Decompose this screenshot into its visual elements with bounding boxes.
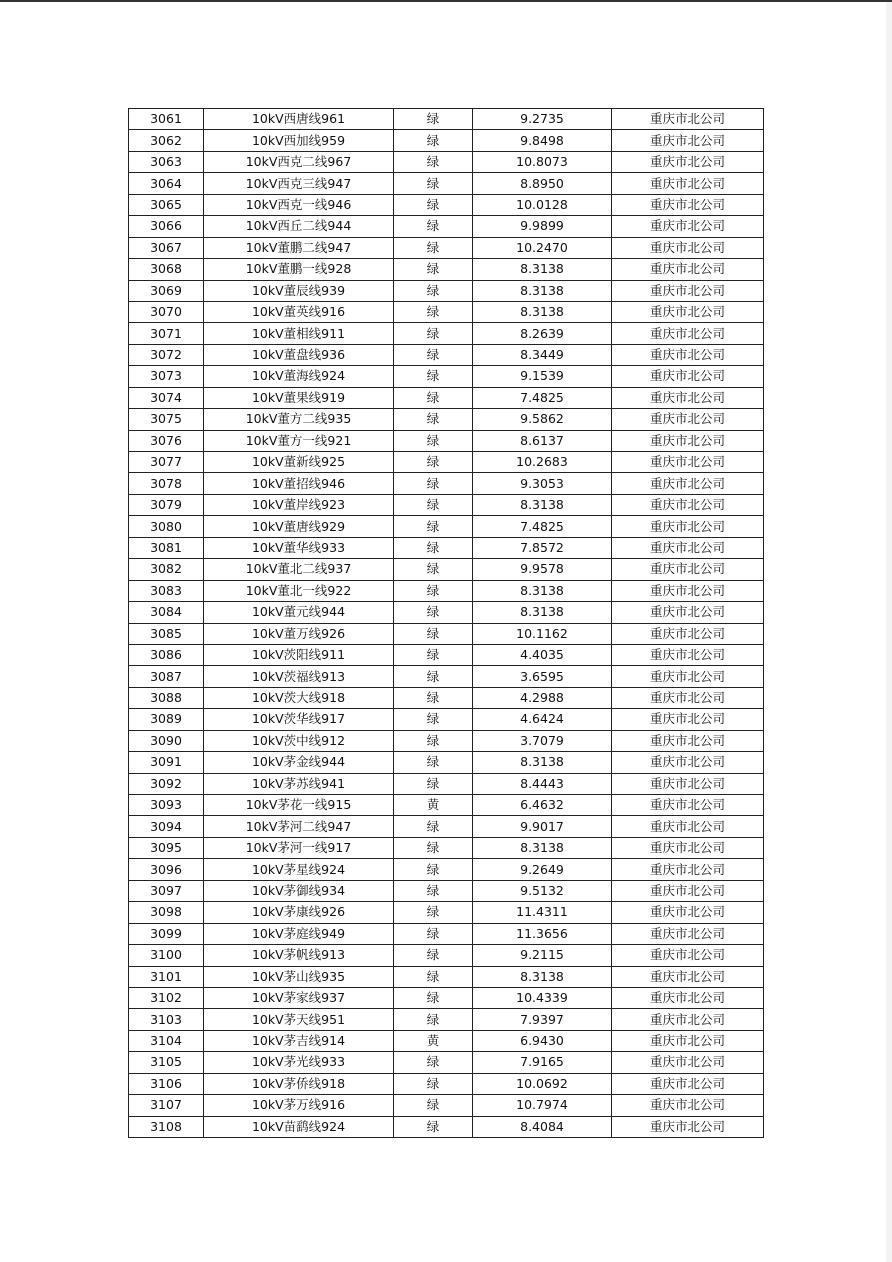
table-row xyxy=(129,923,764,944)
company-cell: 重庆市北公司 xyxy=(612,516,764,537)
line-name-cell: 10kV茨阳线911 xyxy=(204,644,394,665)
value-cell: 3.6595 xyxy=(473,666,612,687)
company-cell: 重庆市北公司 xyxy=(612,323,764,344)
line-name-cell: 10kV茅庭线949 xyxy=(204,923,394,944)
row-number-cell: 3068 xyxy=(129,259,204,280)
value-cell: 9.1539 xyxy=(473,366,612,387)
row-number-cell: 3080 xyxy=(129,516,204,537)
value-cell: 9.5132 xyxy=(473,880,612,901)
value-cell: 8.3138 xyxy=(473,966,612,987)
status-color-cell: 绿 xyxy=(394,344,473,365)
status-color-cell: 绿 xyxy=(394,966,473,987)
company-cell: 重庆市北公司 xyxy=(612,752,764,773)
value-cell: 8.4443 xyxy=(473,773,612,794)
status-color-cell: 绿 xyxy=(394,452,473,473)
value-cell: 4.6424 xyxy=(473,709,612,730)
line-name-cell: 10kV茅苏线941 xyxy=(204,773,394,794)
value-cell: 4.2988 xyxy=(473,687,612,708)
row-number-cell: 3105 xyxy=(129,1052,204,1073)
line-name-cell: 10kV董鹏二线947 xyxy=(204,237,394,258)
status-color-cell: 绿 xyxy=(394,259,473,280)
value-cell: 6.9430 xyxy=(473,1030,612,1051)
status-color-cell: 绿 xyxy=(394,859,473,880)
company-cell: 重庆市北公司 xyxy=(612,301,764,322)
row-number-cell: 3101 xyxy=(129,966,204,987)
table-row xyxy=(129,1030,764,1051)
row-number-cell: 3106 xyxy=(129,1073,204,1094)
company-cell: 重庆市北公司 xyxy=(612,494,764,515)
company-cell: 重庆市北公司 xyxy=(612,816,764,837)
line-name-cell: 10kV茅侨线918 xyxy=(204,1073,394,1094)
status-color-cell: 绿 xyxy=(394,1009,473,1030)
company-cell: 重庆市北公司 xyxy=(612,837,764,858)
company-cell: 重庆市北公司 xyxy=(612,730,764,751)
value-cell: 7.4825 xyxy=(473,516,612,537)
table-row xyxy=(129,387,764,408)
table-row xyxy=(129,366,764,387)
status-color-cell: 绿 xyxy=(394,323,473,344)
value-cell: 8.3138 xyxy=(473,580,612,601)
value-cell: 9.8498 xyxy=(473,130,612,151)
company-cell: 重庆市北公司 xyxy=(612,409,764,430)
status-color-cell: 黄 xyxy=(394,795,473,816)
value-cell: 8.3138 xyxy=(473,752,612,773)
table-row xyxy=(129,194,764,215)
row-number-cell: 3066 xyxy=(129,216,204,237)
company-cell: 重庆市北公司 xyxy=(612,452,764,473)
table-row xyxy=(129,109,764,130)
line-name-cell: 10kV董新线925 xyxy=(204,452,394,473)
line-name-cell: 10kV董万线926 xyxy=(204,623,394,644)
line-name-cell: 10kV苗鹞线924 xyxy=(204,1116,394,1137)
value-cell: 11.4311 xyxy=(473,902,612,923)
status-color-cell: 绿 xyxy=(394,837,473,858)
status-color-cell: 绿 xyxy=(394,409,473,430)
table-row xyxy=(129,1095,764,1116)
company-cell: 重庆市北公司 xyxy=(612,366,764,387)
value-cell: 9.2735 xyxy=(473,109,612,130)
row-number-cell: 3092 xyxy=(129,773,204,794)
row-number-cell: 3063 xyxy=(129,151,204,172)
line-name-cell: 10kV茨福线913 xyxy=(204,666,394,687)
line-name-cell: 10kV西唐线961 xyxy=(204,109,394,130)
table-row xyxy=(129,173,764,194)
line-name-cell: 10kV茅河一线917 xyxy=(204,837,394,858)
status-color-cell: 绿 xyxy=(394,880,473,901)
row-number-cell: 3084 xyxy=(129,602,204,623)
value-cell: 9.2115 xyxy=(473,945,612,966)
line-name-cell: 10kV董辰线939 xyxy=(204,280,394,301)
line-name-cell: 10kV董招线946 xyxy=(204,473,394,494)
status-color-cell: 绿 xyxy=(394,730,473,751)
line-name-cell: 10kV茅天线951 xyxy=(204,1009,394,1030)
row-number-cell: 3074 xyxy=(129,387,204,408)
value-cell: 10.4339 xyxy=(473,987,612,1008)
line-name-cell: 10kV董果线919 xyxy=(204,387,394,408)
row-number-cell: 3077 xyxy=(129,452,204,473)
company-cell: 重庆市北公司 xyxy=(612,902,764,923)
row-number-cell: 3083 xyxy=(129,580,204,601)
status-color-cell: 绿 xyxy=(394,216,473,237)
line-name-cell: 10kV董鹏一线928 xyxy=(204,259,394,280)
row-number-cell: 3088 xyxy=(129,687,204,708)
company-cell: 重庆市北公司 xyxy=(612,623,764,644)
row-number-cell: 3090 xyxy=(129,730,204,751)
company-cell: 重庆市北公司 xyxy=(612,387,764,408)
value-cell: 9.9017 xyxy=(473,816,612,837)
table-row xyxy=(129,280,764,301)
value-cell: 9.5862 xyxy=(473,409,612,430)
row-number-cell: 3065 xyxy=(129,194,204,215)
row-number-cell: 3093 xyxy=(129,795,204,816)
table-row xyxy=(129,259,764,280)
table-row xyxy=(129,966,764,987)
status-color-cell: 绿 xyxy=(394,709,473,730)
value-cell: 7.9397 xyxy=(473,1009,612,1030)
value-cell: 8.3138 xyxy=(473,602,612,623)
status-color-cell: 绿 xyxy=(394,430,473,451)
table-row xyxy=(129,151,764,172)
value-cell: 8.3449 xyxy=(473,344,612,365)
line-name-cell: 10kV董相线911 xyxy=(204,323,394,344)
status-color-cell: 绿 xyxy=(394,666,473,687)
company-cell: 重庆市北公司 xyxy=(612,709,764,730)
row-number-cell: 3061 xyxy=(129,109,204,130)
status-color-cell: 绿 xyxy=(394,752,473,773)
row-number-cell: 3073 xyxy=(129,366,204,387)
status-color-cell: 绿 xyxy=(394,923,473,944)
line-name-cell: 10kV茨华线917 xyxy=(204,709,394,730)
table-row xyxy=(129,687,764,708)
line-name-cell: 10kV董北二线937 xyxy=(204,559,394,580)
line-name-cell: 10kV董盘线936 xyxy=(204,344,394,365)
company-cell: 重庆市北公司 xyxy=(612,687,764,708)
company-cell: 重庆市北公司 xyxy=(612,1030,764,1051)
row-number-cell: 3100 xyxy=(129,945,204,966)
table-row xyxy=(129,323,764,344)
table-row xyxy=(129,902,764,923)
line-name-cell: 10kV董方一线921 xyxy=(204,430,394,451)
status-color-cell: 绿 xyxy=(394,623,473,644)
company-cell: 重庆市北公司 xyxy=(612,259,764,280)
value-cell: 9.3053 xyxy=(473,473,612,494)
table-row xyxy=(129,516,764,537)
row-number-cell: 3107 xyxy=(129,1095,204,1116)
value-cell: 9.2649 xyxy=(473,859,612,880)
line-name-cell: 10kV茨中线912 xyxy=(204,730,394,751)
row-number-cell: 3069 xyxy=(129,280,204,301)
company-cell: 重庆市北公司 xyxy=(612,109,764,130)
line-name-cell: 10kV董英线916 xyxy=(204,301,394,322)
line-name-cell: 10kV茅金线944 xyxy=(204,752,394,773)
table-row xyxy=(129,301,764,322)
company-cell: 重庆市北公司 xyxy=(612,173,764,194)
line-name-cell: 10kV西克一线946 xyxy=(204,194,394,215)
line-name-cell: 10kV茅吉线914 xyxy=(204,1030,394,1051)
status-color-cell: 绿 xyxy=(394,494,473,515)
line-name-cell: 10kV茅花一线915 xyxy=(204,795,394,816)
company-cell: 重庆市北公司 xyxy=(612,859,764,880)
row-number-cell: 3089 xyxy=(129,709,204,730)
line-name-cell: 10kV茅帆线913 xyxy=(204,945,394,966)
row-number-cell: 3075 xyxy=(129,409,204,430)
row-number-cell: 3095 xyxy=(129,837,204,858)
status-color-cell: 绿 xyxy=(394,516,473,537)
row-number-cell: 3087 xyxy=(129,666,204,687)
row-number-cell: 3078 xyxy=(129,473,204,494)
status-color-cell: 绿 xyxy=(394,130,473,151)
table-row xyxy=(129,559,764,580)
line-name-cell: 10kV茅家线937 xyxy=(204,987,394,1008)
table-row xyxy=(129,344,764,365)
table-row xyxy=(129,237,764,258)
line-name-cell: 10kV茅光线933 xyxy=(204,1052,394,1073)
row-number-cell: 3064 xyxy=(129,173,204,194)
company-cell: 重庆市北公司 xyxy=(612,580,764,601)
value-cell: 10.0692 xyxy=(473,1073,612,1094)
line-name-cell: 10kV董岸线923 xyxy=(204,494,394,515)
line-name-cell: 10kV茅河二线947 xyxy=(204,816,394,837)
company-cell: 重庆市北公司 xyxy=(612,666,764,687)
value-cell: 8.3138 xyxy=(473,494,612,515)
table-row xyxy=(129,880,764,901)
line-name-cell: 10kV董北一线922 xyxy=(204,580,394,601)
status-color-cell: 绿 xyxy=(394,1052,473,1073)
row-number-cell: 3102 xyxy=(129,987,204,1008)
status-color-cell: 绿 xyxy=(394,580,473,601)
status-color-cell: 绿 xyxy=(394,173,473,194)
company-cell: 重庆市北公司 xyxy=(612,966,764,987)
row-number-cell: 3108 xyxy=(129,1116,204,1137)
value-cell: 6.4632 xyxy=(473,795,612,816)
table-row xyxy=(129,752,764,773)
table-row xyxy=(129,580,764,601)
table-row xyxy=(129,409,764,430)
status-color-cell: 绿 xyxy=(394,237,473,258)
row-number-cell: 3070 xyxy=(129,301,204,322)
company-cell: 重庆市北公司 xyxy=(612,795,764,816)
company-cell: 重庆市北公司 xyxy=(612,216,764,237)
company-cell: 重庆市北公司 xyxy=(612,344,764,365)
company-cell: 重庆市北公司 xyxy=(612,151,764,172)
page-top-border xyxy=(0,0,892,2)
table-row xyxy=(129,430,764,451)
value-cell: 8.2639 xyxy=(473,323,612,344)
status-color-cell: 黄 xyxy=(394,1030,473,1051)
table-row xyxy=(129,666,764,687)
feeder-table-body xyxy=(129,109,764,1138)
status-color-cell: 绿 xyxy=(394,387,473,408)
company-cell: 重庆市北公司 xyxy=(612,923,764,944)
table-row xyxy=(129,130,764,151)
status-color-cell: 绿 xyxy=(394,773,473,794)
status-color-cell: 绿 xyxy=(394,1116,473,1137)
row-number-cell: 3067 xyxy=(129,237,204,258)
status-color-cell: 绿 xyxy=(394,194,473,215)
value-cell: 8.3138 xyxy=(473,301,612,322)
value-cell: 8.6137 xyxy=(473,430,612,451)
table-row xyxy=(129,709,764,730)
line-name-cell: 10kV董方二线935 xyxy=(204,409,394,430)
line-name-cell: 10kV董华线933 xyxy=(204,537,394,558)
company-cell: 重庆市北公司 xyxy=(612,1095,764,1116)
company-cell: 重庆市北公司 xyxy=(612,194,764,215)
line-name-cell: 10kV茅星线924 xyxy=(204,859,394,880)
row-number-cell: 3062 xyxy=(129,130,204,151)
status-color-cell: 绿 xyxy=(394,151,473,172)
table-row xyxy=(129,795,764,816)
line-name-cell: 10kV西克二线967 xyxy=(204,151,394,172)
value-cell: 10.1162 xyxy=(473,623,612,644)
value-cell: 10.0128 xyxy=(473,194,612,215)
company-cell: 重庆市北公司 xyxy=(612,559,764,580)
line-name-cell: 10kV董元线944 xyxy=(204,602,394,623)
company-cell: 重庆市北公司 xyxy=(612,602,764,623)
line-name-cell: 10kV茨大线918 xyxy=(204,687,394,708)
company-cell: 重庆市北公司 xyxy=(612,773,764,794)
value-cell: 9.9578 xyxy=(473,559,612,580)
status-color-cell: 绿 xyxy=(394,1073,473,1094)
row-number-cell: 3099 xyxy=(129,923,204,944)
status-color-cell: 绿 xyxy=(394,945,473,966)
row-number-cell: 3097 xyxy=(129,880,204,901)
company-cell: 重庆市北公司 xyxy=(612,880,764,901)
table-row xyxy=(129,623,764,644)
row-number-cell: 3103 xyxy=(129,1009,204,1030)
row-number-cell: 3082 xyxy=(129,559,204,580)
table-row xyxy=(129,1073,764,1094)
table-row xyxy=(129,773,764,794)
table-row xyxy=(129,816,764,837)
table-row xyxy=(129,473,764,494)
row-number-cell: 3076 xyxy=(129,430,204,451)
line-name-cell: 10kV董海线924 xyxy=(204,366,394,387)
table-row xyxy=(129,537,764,558)
value-cell: 8.3138 xyxy=(473,259,612,280)
value-cell: 8.3138 xyxy=(473,837,612,858)
status-color-cell: 绿 xyxy=(394,602,473,623)
table-row xyxy=(129,945,764,966)
company-cell: 重庆市北公司 xyxy=(612,1073,764,1094)
value-cell: 7.4825 xyxy=(473,387,612,408)
table-row xyxy=(129,216,764,237)
row-number-cell: 3096 xyxy=(129,859,204,880)
value-cell: 4.4035 xyxy=(473,644,612,665)
status-color-cell: 绿 xyxy=(394,366,473,387)
row-number-cell: 3079 xyxy=(129,494,204,515)
status-color-cell: 绿 xyxy=(394,816,473,837)
company-cell: 重庆市北公司 xyxy=(612,1009,764,1030)
table-row xyxy=(129,1009,764,1030)
company-cell: 重庆市北公司 xyxy=(612,537,764,558)
status-color-cell: 绿 xyxy=(394,301,473,322)
company-cell: 重庆市北公司 xyxy=(612,237,764,258)
company-cell: 重庆市北公司 xyxy=(612,430,764,451)
status-color-cell: 绿 xyxy=(394,987,473,1008)
line-name-cell: 10kV西丘二线944 xyxy=(204,216,394,237)
table-row xyxy=(129,837,764,858)
company-cell: 重庆市北公司 xyxy=(612,644,764,665)
value-cell: 8.4084 xyxy=(473,1116,612,1137)
row-number-cell: 3081 xyxy=(129,537,204,558)
value-cell: 7.8572 xyxy=(473,537,612,558)
row-number-cell: 3094 xyxy=(129,816,204,837)
row-number-cell: 3085 xyxy=(129,623,204,644)
company-cell: 重庆市北公司 xyxy=(612,1052,764,1073)
page-right-edge xyxy=(886,2,892,1262)
company-cell: 重庆市北公司 xyxy=(612,1116,764,1137)
status-color-cell: 绿 xyxy=(394,1095,473,1116)
value-cell: 8.8950 xyxy=(473,173,612,194)
value-cell: 7.9165 xyxy=(473,1052,612,1073)
company-cell: 重庆市北公司 xyxy=(612,945,764,966)
status-color-cell: 绿 xyxy=(394,109,473,130)
line-name-cell: 10kV西加线959 xyxy=(204,130,394,151)
line-name-cell: 10kV茅山线935 xyxy=(204,966,394,987)
row-number-cell: 3091 xyxy=(129,752,204,773)
status-color-cell: 绿 xyxy=(394,559,473,580)
table-row xyxy=(129,452,764,473)
status-color-cell: 绿 xyxy=(394,902,473,923)
line-name-cell: 10kV茅康线926 xyxy=(204,902,394,923)
row-number-cell: 3098 xyxy=(129,902,204,923)
value-cell: 10.2470 xyxy=(473,237,612,258)
company-cell: 重庆市北公司 xyxy=(612,130,764,151)
line-name-cell: 10kV茅御线934 xyxy=(204,880,394,901)
value-cell: 10.7974 xyxy=(473,1095,612,1116)
table-row xyxy=(129,644,764,665)
status-color-cell: 绿 xyxy=(394,537,473,558)
line-name-cell: 10kV西克三线947 xyxy=(204,173,394,194)
value-cell: 10.8073 xyxy=(473,151,612,172)
status-color-cell: 绿 xyxy=(394,644,473,665)
company-cell: 重庆市北公司 xyxy=(612,473,764,494)
row-number-cell: 3086 xyxy=(129,644,204,665)
status-color-cell: 绿 xyxy=(394,473,473,494)
table-row xyxy=(129,602,764,623)
company-cell: 重庆市北公司 xyxy=(612,280,764,301)
row-number-cell: 3071 xyxy=(129,323,204,344)
value-cell: 11.3656 xyxy=(473,923,612,944)
value-cell: 9.9899 xyxy=(473,216,612,237)
table-row xyxy=(129,1052,764,1073)
row-number-cell: 3104 xyxy=(129,1030,204,1051)
value-cell: 10.2683 xyxy=(473,452,612,473)
table-row xyxy=(129,987,764,1008)
status-color-cell: 绿 xyxy=(394,280,473,301)
feeder-table xyxy=(128,108,764,1138)
table-row xyxy=(129,494,764,515)
table-row xyxy=(129,859,764,880)
company-cell: 重庆市北公司 xyxy=(612,987,764,1008)
table-row xyxy=(129,730,764,751)
value-cell: 3.7079 xyxy=(473,730,612,751)
line-name-cell: 10kV茅万线916 xyxy=(204,1095,394,1116)
value-cell: 8.3138 xyxy=(473,280,612,301)
row-number-cell: 3072 xyxy=(129,344,204,365)
line-name-cell: 10kV董唐线929 xyxy=(204,516,394,537)
table-row xyxy=(129,1116,764,1137)
status-color-cell: 绿 xyxy=(394,687,473,708)
